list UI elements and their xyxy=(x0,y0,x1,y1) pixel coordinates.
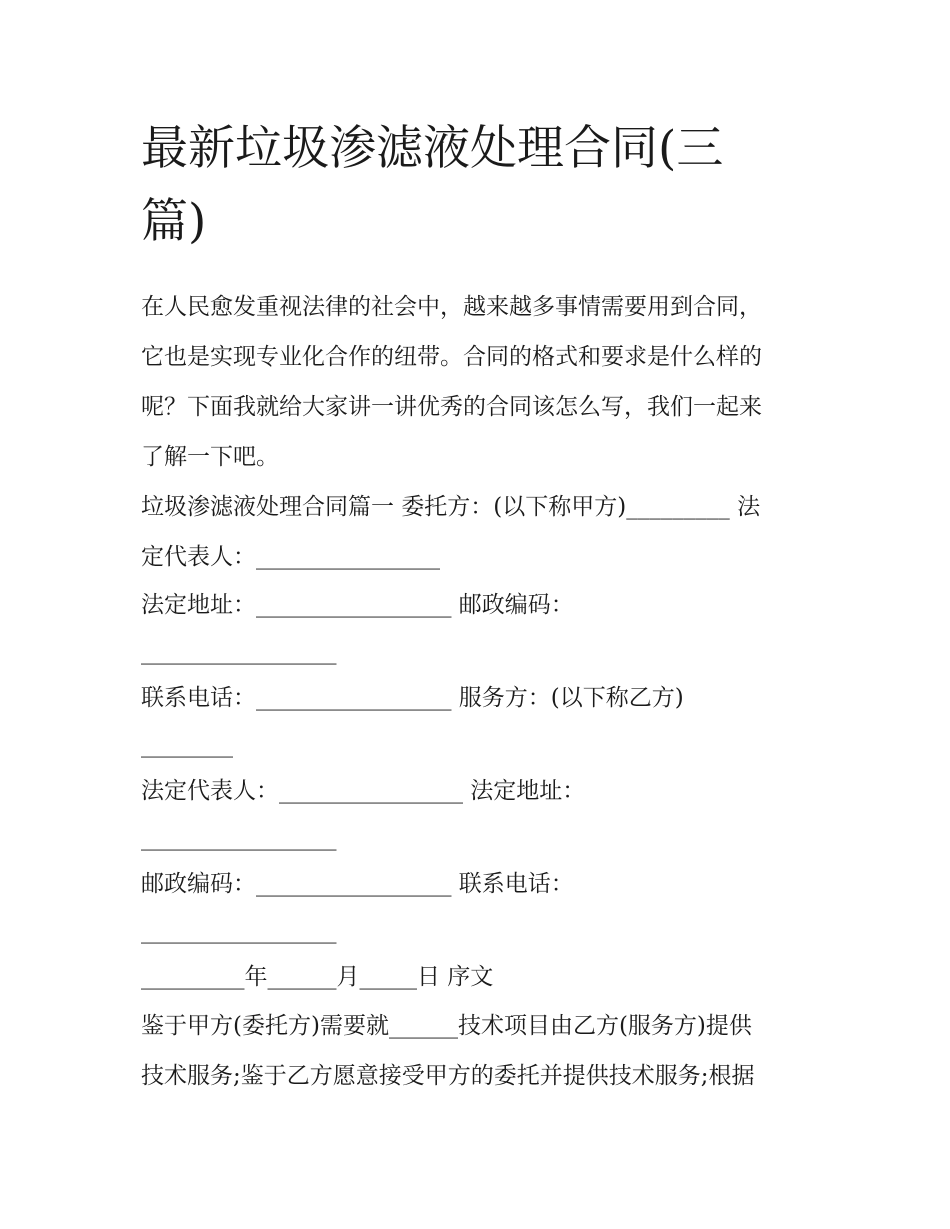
contract-line: _________________ xyxy=(141,825,337,851)
document-title xyxy=(141,112,813,258)
contract-line: ________ xyxy=(141,732,233,758)
intro-line: 它也是实现专业化合作的纽带。合同的格式和要求是什么样的 xyxy=(141,344,762,370)
contract-line: 技术服务;鉴于乙方愿意接受甲方的委托并提供技术服务;根据 xyxy=(141,1063,755,1089)
title-line-1: 最新垃圾渗滤液处理合同(三 xyxy=(141,121,724,176)
contract-line: 鉴于甲方(委托方)需要就______技术项目由乙方(服务方)提供 xyxy=(141,1013,752,1039)
contract-body xyxy=(141,482,813,1101)
contract-line: 垃圾渗滤液处理合同篇一 委托方：(以下称甲方)_________ 法 xyxy=(141,494,761,520)
contract-line: 法定地址：_________________ 邮政编码： xyxy=(141,592,574,618)
contract-line: _________________ xyxy=(141,918,337,944)
document-page xyxy=(141,112,813,1101)
contract-line: 定代表人：________________ xyxy=(141,544,440,570)
contract-line: _________年______月_____日 序文 xyxy=(141,964,494,990)
intro-line: 呢？下面我就给大家讲一讲优秀的合同该怎么写，我们一起来 xyxy=(141,394,762,420)
contract-line: 邮政编码：_________________ 联系电话： xyxy=(141,871,574,897)
contract-line: 联系电话：_________________ 服务方：(以下称乙方) xyxy=(141,685,684,711)
intro-line: 了解一下吧。 xyxy=(141,444,279,470)
contract-line: 法定代表人：________________ 法定地址： xyxy=(141,778,586,804)
intro-paragraph xyxy=(141,282,813,482)
title-line-2: 篇) xyxy=(141,194,207,249)
intro-line: 在人民愈发重视法律的社会中，越来越多事情需要用到合同， xyxy=(141,294,762,320)
contract-line: _________________ xyxy=(141,639,337,665)
